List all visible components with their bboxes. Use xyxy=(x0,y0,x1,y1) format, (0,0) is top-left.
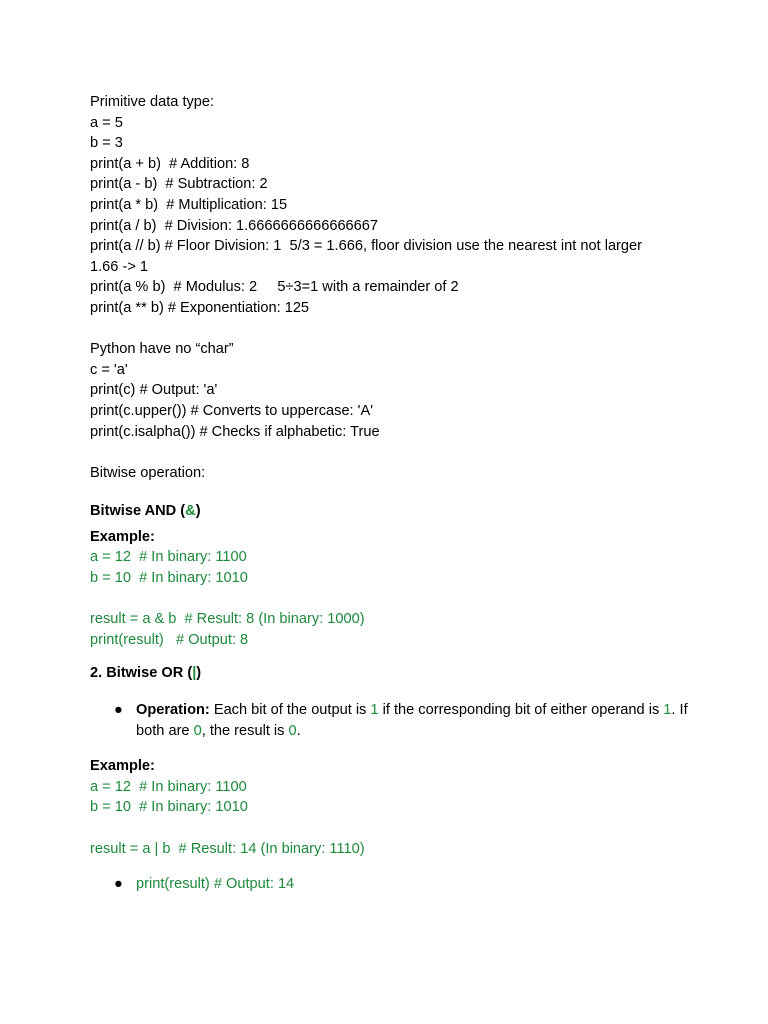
spacer xyxy=(90,589,710,610)
bullet-text: if the corresponding bit of either operand is xyxy=(378,702,664,719)
text-line: print(a ** b) # Exponentiation: 125 xyxy=(90,299,310,316)
heading-symbol: & xyxy=(185,503,196,520)
spacer xyxy=(90,483,710,501)
text-line: c = 'a' xyxy=(90,361,128,378)
code-line: a = 12 # In binary: 1100 xyxy=(90,778,247,795)
heading-symbol: | xyxy=(192,665,197,682)
heading-text: Bitwise AND ( xyxy=(90,503,186,520)
bitwise-or-heading xyxy=(90,663,710,684)
spacer xyxy=(90,818,710,839)
code-line: print(result) # Output: 8 xyxy=(90,631,249,648)
bitwise-or-section xyxy=(90,663,710,894)
code-line: a = 12 # In binary: 1100 xyxy=(90,549,247,566)
list-item xyxy=(90,874,710,895)
text-line: Primitive data type: xyxy=(90,94,215,110)
code-line: print(result) # Output: 14 xyxy=(136,876,295,893)
bitwise-and-section xyxy=(90,501,710,650)
spacer xyxy=(90,319,710,340)
char-section xyxy=(90,339,710,442)
bullet-text: . If both are xyxy=(136,702,688,739)
text-line: print(a * b) # Multiplication: 15 xyxy=(90,196,288,213)
text-line: print(a - b) # Subtraction: 2 xyxy=(90,176,268,193)
heading-text: ) xyxy=(196,665,202,682)
text-line: a = 5 xyxy=(90,114,123,131)
text-line: print(c) # Output: 'a' xyxy=(90,382,218,399)
spacer xyxy=(90,859,710,874)
bitwise-and-heading xyxy=(90,501,710,522)
example-label: Example: xyxy=(90,528,155,545)
bullet-icon: ● xyxy=(114,876,123,893)
document-page xyxy=(90,92,710,895)
bullet-icon: ● xyxy=(114,702,123,719)
primitive-types-section xyxy=(90,92,710,319)
code-line: result = a | b # Result: 14 (In binary: 1110) xyxy=(90,840,365,857)
spacer xyxy=(90,741,710,756)
text-line: print(c.upper()) # Converts to uppercase: 'A' xyxy=(90,402,373,419)
bit-value: 1 xyxy=(370,702,379,719)
spacer xyxy=(90,684,710,700)
text-line: Python have no “char” xyxy=(90,341,234,358)
text-line: 1.66 -> 1 xyxy=(90,258,149,275)
operation-label: Operation: xyxy=(136,702,210,719)
text-line: print(a / b) # Division: 1.6666666666666667 xyxy=(90,217,379,234)
example-label: Example: xyxy=(90,758,155,775)
text-line: b = 3 xyxy=(90,135,123,152)
text-line: print(a // b) # Floor Division: 1 5/3 = 1.666, floor division use the nearest int not larger xyxy=(90,238,643,255)
list-item xyxy=(90,700,710,741)
bit-value: 0 xyxy=(193,722,202,739)
heading-text: 2. Bitwise OR ( xyxy=(90,665,193,682)
code-line: b = 10 # In binary: 1010 xyxy=(90,799,248,816)
bullet-text: , the result is xyxy=(201,722,289,739)
spacer xyxy=(90,442,710,463)
code-line: b = 10 # In binary: 1010 xyxy=(90,570,248,587)
bit-value: 0 xyxy=(288,722,297,739)
bullet-text: Each bit of the output is xyxy=(209,702,371,719)
text-line: print(a % b) # Modulus: 2 5÷3=1 with a remainder of 2 xyxy=(90,279,459,296)
text-line: print(c.isalpha()) # Checks if alphabetic: True xyxy=(90,423,380,440)
bitwise-title: Bitwise operation: xyxy=(90,464,206,481)
text-line: print(a + b) # Addition: 8 xyxy=(90,155,250,172)
heading-text: ) xyxy=(195,503,201,520)
bit-value: 1 xyxy=(663,702,672,719)
code-line: result = a & b # Result: 8 (In binary: 1000) xyxy=(90,611,365,628)
spacer xyxy=(90,650,710,663)
bullet-text: . xyxy=(296,722,301,739)
